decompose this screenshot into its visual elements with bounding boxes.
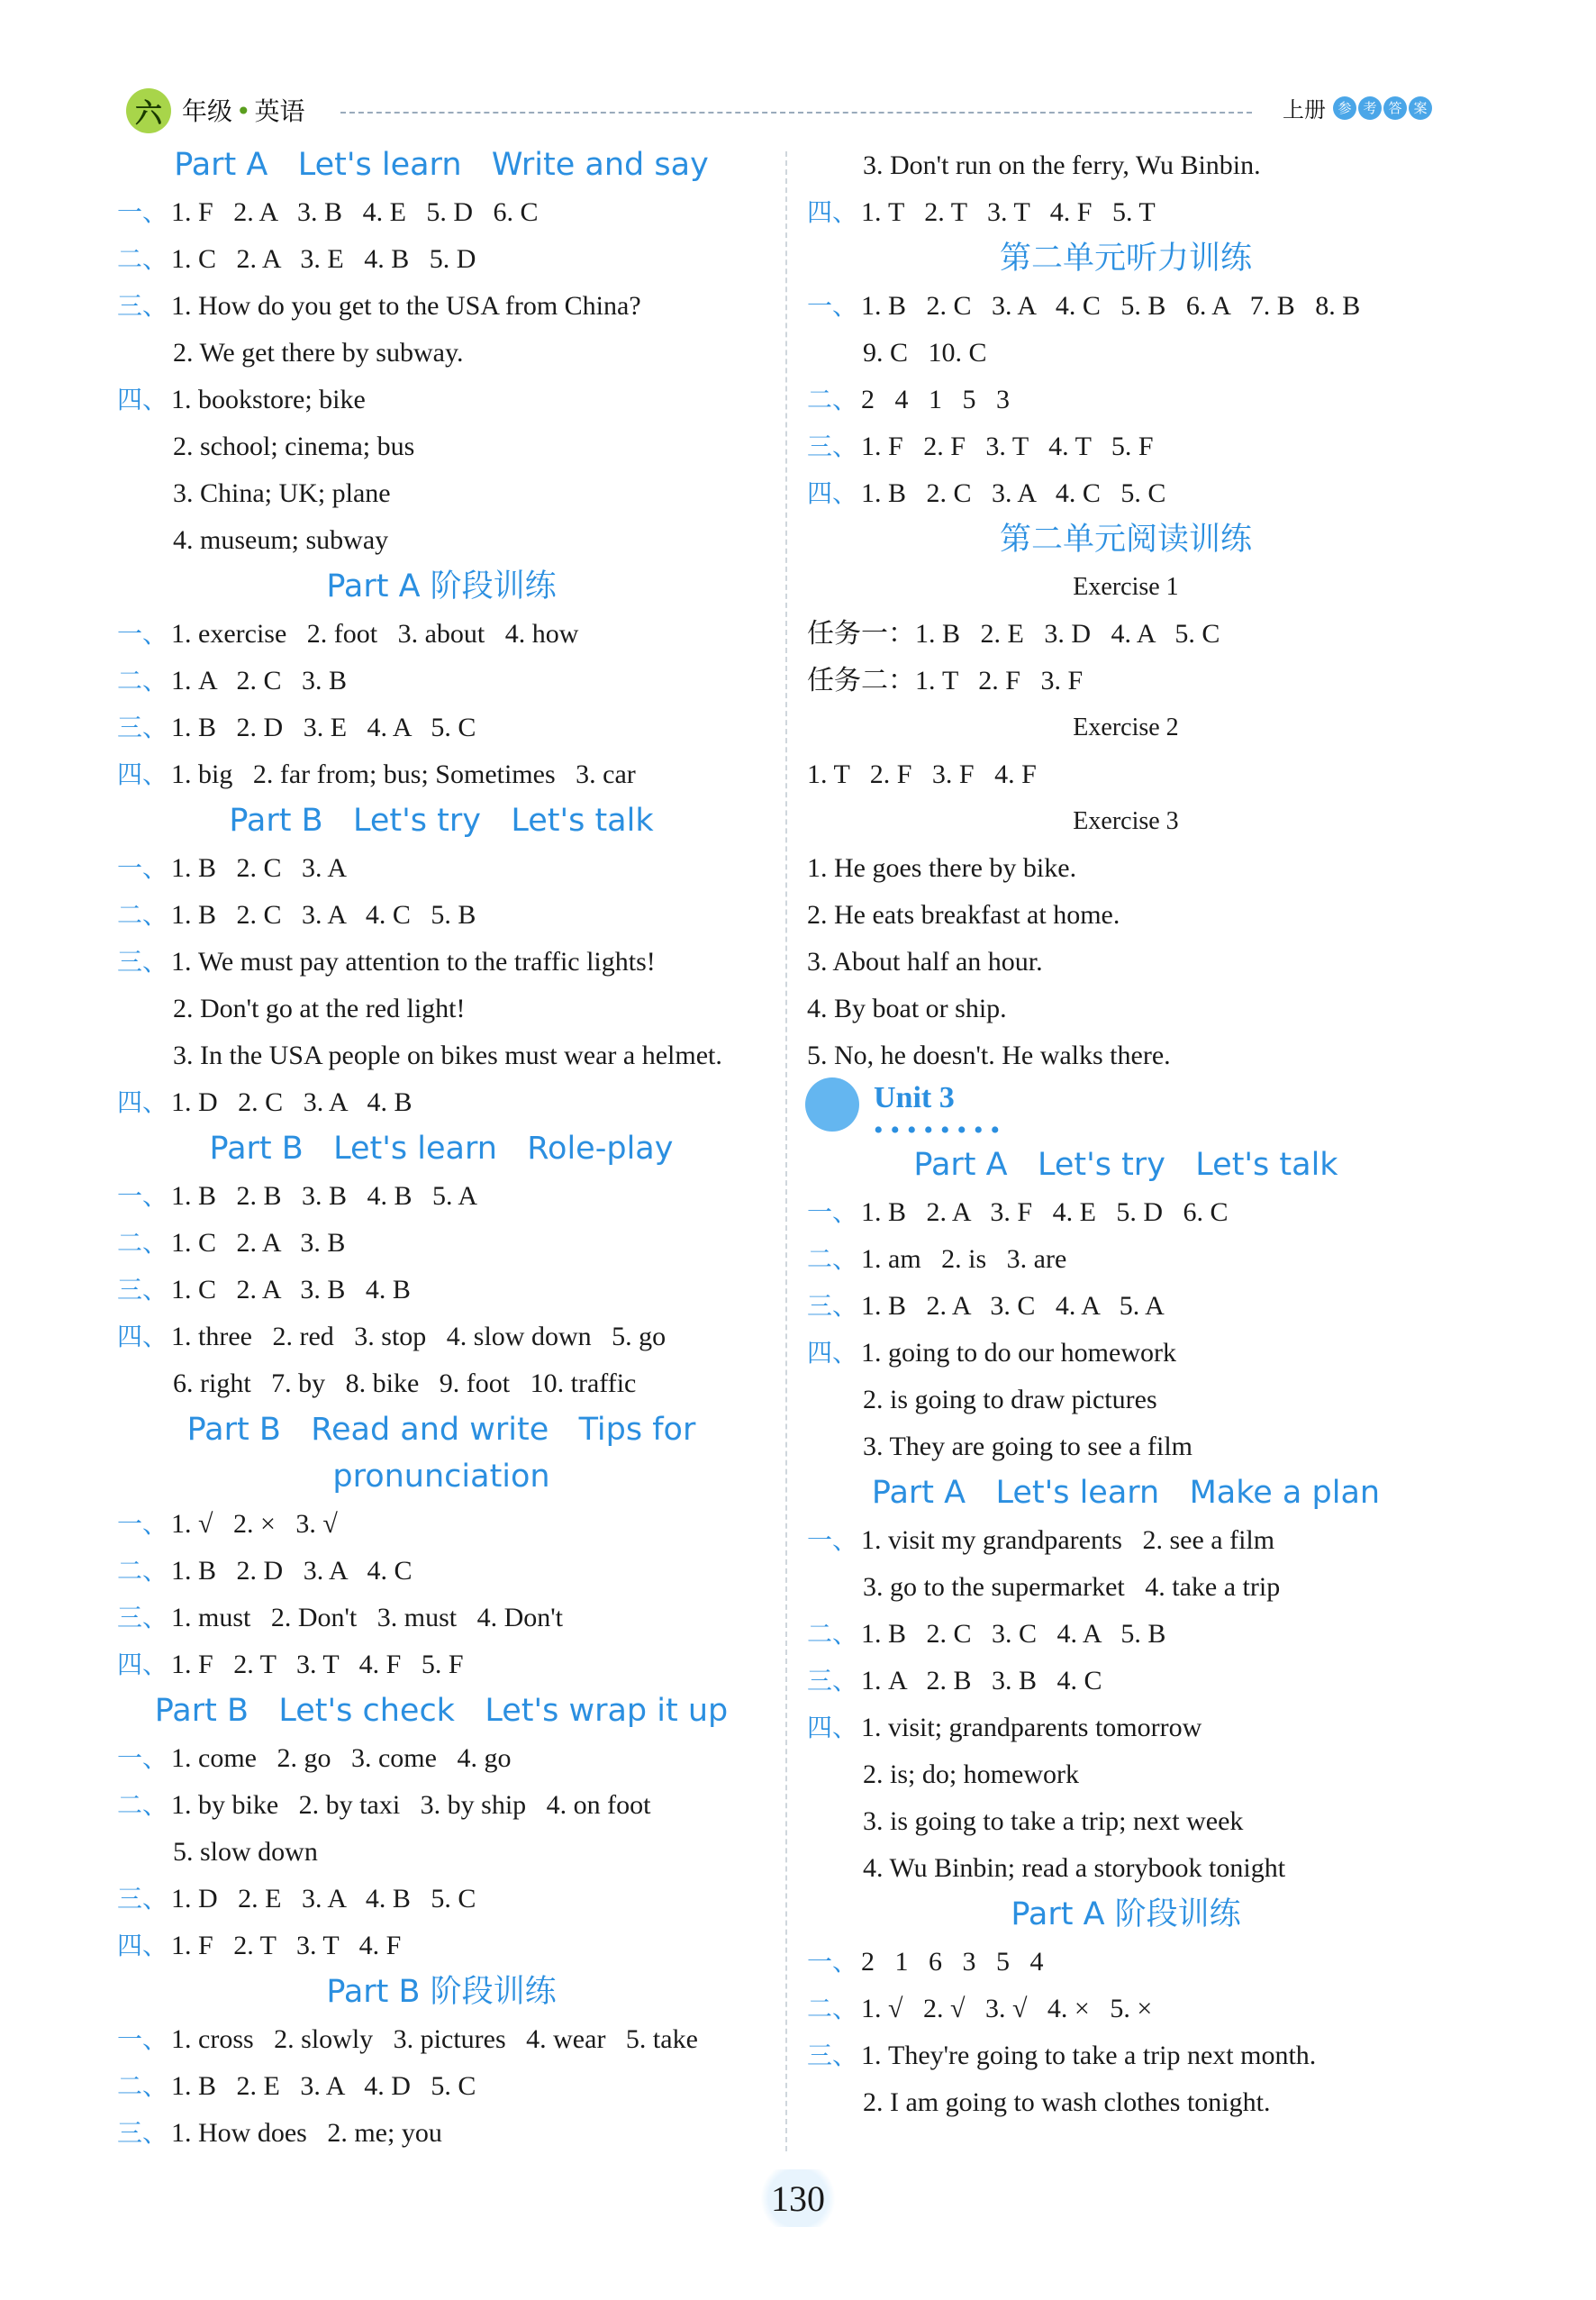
answer-line: 1. T 2. F 3. F 4. F <box>807 759 1037 789</box>
subject-label: 英语 <box>254 96 305 126</box>
question-number: 三、 <box>117 713 168 742</box>
question-number: 二、 <box>117 1556 168 1586</box>
answer-text: 1. visit my grandparents 2. see a film <box>861 1525 1275 1555</box>
question-number: 二、 <box>117 900 168 930</box>
question-number: 四、 <box>117 759 168 789</box>
answer-text: 1. A 2. C 3. B <box>171 666 348 695</box>
grade-badge: 六 <box>126 88 171 133</box>
answer-text: 1. exercise 2. foot 3. about 4. how <box>171 619 579 649</box>
question-number: 二、 <box>807 1994 858 2023</box>
question-number: 四、 <box>807 478 858 508</box>
answer-text: 1. How do you get to the USA from China? <box>171 291 641 321</box>
answer-line <box>807 1335 1176 1371</box>
question-number: 四、 <box>117 1322 168 1351</box>
answer-line <box>117 710 476 746</box>
answer-text: 1. √ 2. √ 3. √ 4. × 5. × <box>861 1994 1153 2023</box>
section-heading: Part B 阶段训练 <box>326 1974 557 2010</box>
question-number: 一、 <box>117 1181 168 1211</box>
question-number: 三、 <box>807 1291 858 1321</box>
question-number: 二、 <box>117 2071 168 2101</box>
answer-text: 1. going to do our homework <box>861 1338 1176 1368</box>
question-number: 一、 <box>807 1947 858 1977</box>
answer-line <box>807 476 1165 512</box>
answer-text: 1. B 2. A 3. C 4. A 5. A <box>861 1291 1165 1321</box>
section-heading: Part B Let's try Let's talk <box>229 803 654 839</box>
question-number: 二、 <box>807 1244 858 1274</box>
answer-line <box>117 1319 666 1355</box>
answer-line <box>807 1616 1165 1652</box>
answer-line <box>807 1710 1202 1746</box>
unit-circle-icon <box>805 1077 859 1132</box>
badge-char: 考 <box>1358 96 1382 120</box>
answer-line <box>117 944 656 980</box>
question-number: 二、 <box>117 666 168 695</box>
section-heading: Part A Let's try Let's talk <box>913 1147 1338 1183</box>
answer-line <box>117 1506 338 1542</box>
answer-line <box>807 1195 1229 1231</box>
question-number: 四、 <box>807 1713 858 1742</box>
answer-line <box>117 288 641 324</box>
answer-line <box>117 1787 651 1823</box>
answer-text: 1. B 2. B 3. B 4. B 5. A <box>171 1181 478 1211</box>
answer-text: 1. B 2. C 3. C 4. A 5. B <box>861 1619 1166 1649</box>
answer-line <box>117 1928 401 1964</box>
question-number: 四、 <box>807 197 858 227</box>
answer-line: 4. Wu Binbin; read a storybook tonight <box>863 1853 1286 1883</box>
answer-line <box>807 2038 1316 2074</box>
question-number: 四、 <box>117 1931 168 1960</box>
answer-line: 2. Don't go at the red light! <box>173 994 466 1023</box>
question-number: 三、 <box>117 291 168 321</box>
question-number: 一、 <box>117 853 168 883</box>
answer-line <box>117 2115 442 2151</box>
answer-line <box>117 1178 477 1214</box>
answer-line <box>117 1553 413 1589</box>
answer-text: 1. B 2. A 3. F 4. E 5. D 6. C <box>861 1197 1229 1227</box>
section-heading: 第二单元听力训练 <box>999 241 1252 277</box>
answer-text: 1. A 2. B 3. B 4. C <box>861 1666 1102 1695</box>
answer-text: 1. F 2. F 3. T 4. T 5. F <box>861 432 1154 461</box>
question-number: 二、 <box>807 385 858 414</box>
answer-line <box>117 1881 476 1917</box>
section-heading: Part A Let's learn Make a plan <box>871 1475 1381 1511</box>
question-number: 二、 <box>117 1228 168 1258</box>
answer-line: 3. About half an hour. <box>807 947 1043 977</box>
answer-line <box>117 1085 413 1121</box>
page-number: 130 <box>753 2169 843 2227</box>
answer-text: 1. B 2. D 3. A 4. C <box>171 1556 413 1586</box>
exercise-heading: Exercise 1 <box>1073 573 1179 601</box>
answer-line <box>807 288 1360 324</box>
answer-line <box>117 663 347 699</box>
question-number: 一、 <box>117 1743 168 1773</box>
answer-line <box>807 1288 1165 1324</box>
answer-line: 5. slow down <box>173 1837 318 1867</box>
answer-text: 2 4 1 5 3 <box>861 385 1011 414</box>
answer-line: 1. He goes there by bike. <box>807 853 1077 883</box>
answer-text: 1. B 2. C 3. A 4. C 5. B 6. A 7. B 8. B <box>861 291 1361 321</box>
answer-line <box>807 382 1010 418</box>
answer-text: 1. by bike 2. by taxi 3. by ship 4. on foot <box>171 1790 651 1820</box>
unit-title: Unit 3 <box>874 1081 955 1114</box>
question-number: 一、 <box>807 291 858 321</box>
answer-line <box>807 1991 1152 2027</box>
section-heading: 第二单元阅读训练 <box>999 522 1252 558</box>
answer-line <box>117 2022 698 2058</box>
page-header <box>126 86 1459 137</box>
answer-line: 3. Don't run on the ferry, Wu Binbin. <box>863 150 1261 180</box>
answer-line <box>117 616 578 652</box>
question-number: 二、 <box>807 1619 858 1649</box>
answer-line: 2. school; cinema; bus <box>173 432 415 461</box>
section-heading: Part A Let's learn Write and say <box>174 147 709 183</box>
question-number: 三、 <box>117 2118 168 2148</box>
answer-text: 1. We must pay attention to the traffic lights! <box>171 947 656 977</box>
question-number: 四、 <box>117 385 168 414</box>
exercise-heading: Exercise 2 <box>1073 714 1179 741</box>
answer-text: 1. F 2. T 3. T 4. F <box>171 1931 402 1960</box>
badge-char: 答 <box>1383 96 1407 120</box>
question-number: 四、 <box>807 1338 858 1368</box>
answer-line <box>117 757 636 793</box>
answer-line: 3. They are going to see a film <box>863 1432 1193 1461</box>
answer-text: 1. C 2. A 3. E 4. B 5. D <box>171 244 476 274</box>
answer-line: 6. right 7. by 8. bike 9. foot 10. traffic <box>173 1368 637 1398</box>
section-heading: Part B Let's learn Role-play <box>209 1131 674 1167</box>
badge-char: 案 <box>1409 96 1432 120</box>
answer-text: 1. am 2. is 3. are <box>861 1244 1067 1274</box>
answer-line: 2. is; do; homework <box>863 1759 1079 1789</box>
answer-line: 3. is going to take a trip; next week <box>863 1806 1244 1836</box>
answer-line <box>807 1241 1066 1277</box>
grade-label: 年级 <box>182 96 233 126</box>
answer-text: 1. must 2. Don't 3. must 4. Don't <box>171 1603 564 1632</box>
answer-text: 1. big 2. far from; bus; Sometimes 3. car <box>171 759 636 789</box>
question-number: 一、 <box>117 619 168 649</box>
answer-line: 任务一：1. B 2. E 3. D 4. A 5. C <box>807 619 1220 649</box>
answer-line: 任务二：1. T 2. F 3. F <box>807 666 1084 695</box>
question-number: 三、 <box>807 432 858 461</box>
question-number: 三、 <box>117 947 168 977</box>
answer-line: 3. In the USA people on bikes must wear a helmet. <box>173 1041 722 1070</box>
section-heading: Part A 阶段训练 <box>1011 1896 1241 1932</box>
answer-text: 1. B 2. C 3. A 4. C 5. C <box>861 478 1166 508</box>
answer-text: 1. √ 2. × 3. √ <box>171 1509 338 1539</box>
unit-underline-dots: •••••••• <box>874 1115 1008 1145</box>
answer-line <box>117 1741 511 1777</box>
answer-line: 4. museum; subway <box>173 525 389 555</box>
question-number: 二、 <box>117 244 168 274</box>
exercise-heading: Exercise 3 <box>1073 807 1179 835</box>
section-heading: pronunciation <box>332 1459 550 1495</box>
answer-line <box>117 850 347 886</box>
answer-line <box>807 1523 1274 1559</box>
answer-line <box>807 1944 1044 1980</box>
answer-line <box>117 1225 345 1261</box>
answer-line <box>117 1647 464 1683</box>
answer-text: 1. T 2. T 3. T 4. F 5. T <box>861 197 1156 227</box>
question-number: 三、 <box>117 1603 168 1632</box>
question-number: 一、 <box>807 1525 858 1555</box>
answer-line <box>117 382 366 418</box>
answer-text: 1. How does 2. me; you <box>171 2118 442 2148</box>
question-number: 三、 <box>117 1275 168 1305</box>
answer-line: 2. He eats breakfast at home. <box>807 900 1120 930</box>
answer-text: 1. F 2. A 3. B 4. E 5. D 6. C <box>171 197 539 227</box>
question-number: 一、 <box>117 2024 168 2054</box>
question-number: 四、 <box>117 1650 168 1679</box>
answer-line: 3. China; UK; plane <box>173 478 391 508</box>
answer-line <box>117 2068 476 2105</box>
answer-line <box>807 1663 1102 1699</box>
answer-key-badge <box>1333 96 1432 120</box>
answer-text: 1. F 2. T 3. T 4. F 5. F <box>171 1650 464 1679</box>
answer-line: 2. is going to draw pictures <box>863 1385 1157 1414</box>
answer-line <box>117 195 539 231</box>
answer-text: 1. C 2. A 3. B 4. B <box>171 1275 411 1305</box>
answer-line: 5. No, he doesn't. He walks there. <box>807 1041 1171 1070</box>
header-right <box>1283 92 1432 123</box>
answer-text: 1. come 2. go 3. come 4. go <box>171 1743 512 1773</box>
answer-text: 1. They're going to take a trip next month. <box>861 2041 1317 2070</box>
answer-text: 1. B 2. E 3. A 4. D 5. C <box>171 2071 476 2101</box>
answer-text: 1. bookstore; bike <box>171 385 366 414</box>
question-number: 一、 <box>807 1197 858 1227</box>
section-heading: Part A 阶段训练 <box>326 568 557 605</box>
question-number: 三、 <box>807 2041 858 2070</box>
answer-text: 1. B 2. C 3. A 4. C 5. B <box>171 900 476 930</box>
answer-line: 4. By boat or ship. <box>807 994 1007 1023</box>
section-heading: Part B Read and write Tips for <box>186 1412 696 1448</box>
answer-text: 1. cross 2. slowly 3. pictures 4. wear 5. take <box>171 2024 698 2054</box>
answer-line: 3. go to the supermarket 4. take a trip <box>863 1572 1281 1602</box>
answer-text: 1. C 2. A 3. B <box>171 1228 346 1258</box>
answer-text: 1. B 2. C 3. A <box>171 853 348 883</box>
answer-line <box>117 241 476 277</box>
answer-line: 2. I am going to wash clothes tonight. <box>863 2087 1271 2117</box>
answer-line: 2. We get there by subway. <box>173 338 464 368</box>
header-title <box>182 92 305 128</box>
answer-text: 1. visit; grandparents tomorrow <box>861 1713 1202 1742</box>
answer-line <box>117 1272 411 1308</box>
answer-text: 1. D 2. C 3. A 4. B <box>171 1087 413 1117</box>
answer-text: 1. D 2. E 3. A 4. B 5. C <box>171 1884 476 1914</box>
question-number: 四、 <box>117 1087 168 1117</box>
answer-line <box>117 897 476 933</box>
separator-dot-icon: • <box>236 96 251 126</box>
section-heading: Part B Let's check Let's wrap it up <box>154 1693 729 1729</box>
answer-line <box>807 429 1154 465</box>
question-number: 三、 <box>117 1884 168 1914</box>
answer-text: 1. three 2. red 3. stop 4. slow down 5. go <box>171 1322 667 1351</box>
answer-line <box>117 1600 563 1636</box>
badge-char: 参 <box>1333 96 1356 120</box>
answer-line: 9. C 10. C <box>863 338 987 368</box>
answer-text: 1. B 2. D 3. E 4. A 5. C <box>171 713 476 742</box>
answer-text: 2 1 6 3 5 4 <box>861 1947 1044 1977</box>
volume-label: 上册 <box>1283 97 1326 123</box>
question-number: 三、 <box>807 1666 858 1695</box>
question-number: 二、 <box>117 1790 168 1820</box>
question-number: 一、 <box>117 1509 168 1539</box>
question-number: 一、 <box>117 197 168 227</box>
header-divider <box>340 112 1252 114</box>
answer-line <box>807 195 1156 231</box>
